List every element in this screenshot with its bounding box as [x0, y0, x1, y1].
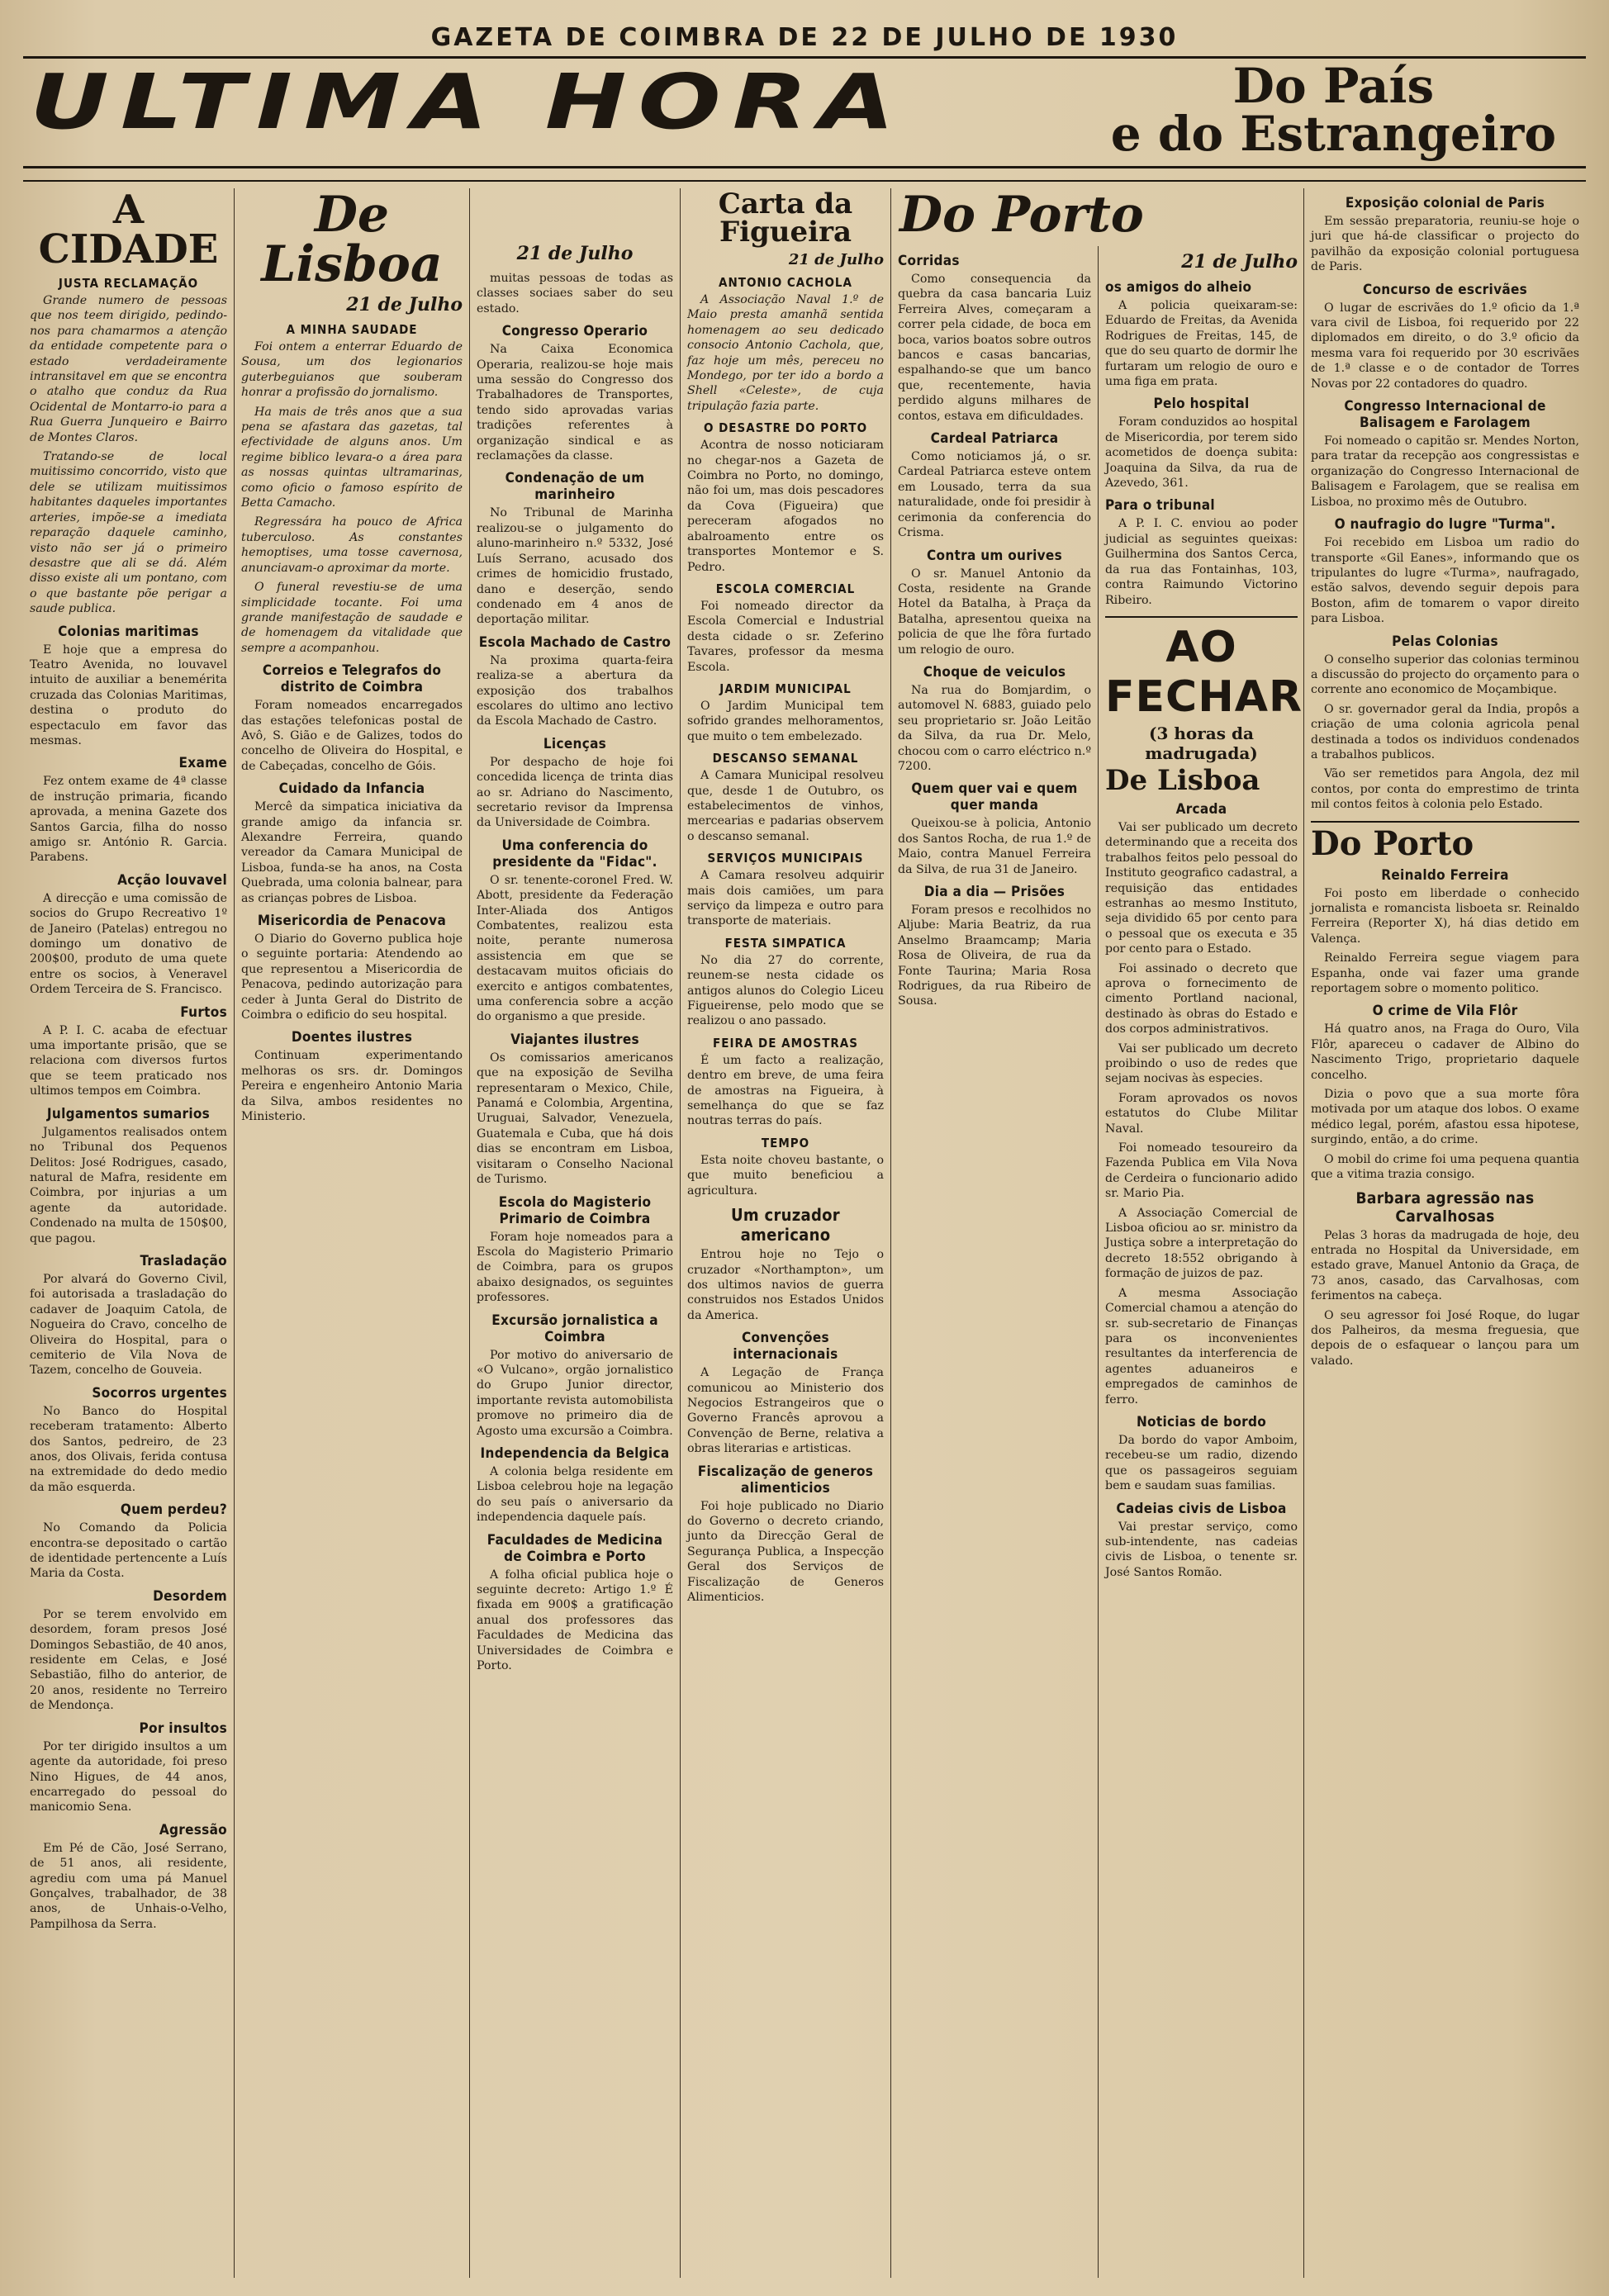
article-text: Foi recebido em Lisboa um radio do transporte «Gil Eanes», informando que os tripulantes do lugre «Turma», naufragado, estão salvos, devendo seguir depois para Boston, afim de tomarem o vapor direito para Lisboa. — [1311, 536, 1579, 626]
section-divider — [1311, 821, 1579, 823]
article-text: Por se terem envolvido em desordem, foram presos José Domingos Sebastião, de 40 anos, residente em Celas, e José Sebastião, filho do anterior, de 20 anos, residente no Terreiro de Mendonça. — [30, 1607, 227, 1713]
column-exposicao-colonial — [1303, 188, 1586, 2278]
article-text: Ha mais de três anos que a sua pena se afastara das gazetas, tal efectividade de alguns anos. Um regime biblico levara-o a área para as nossas quintas ultramarinas, como oficio o famoso espírito de Betta Camacho. — [241, 405, 463, 510]
section-title-a-cidade: A CIDADE — [38, 188, 219, 273]
article-text: Grande numero de pessoas que nos teem dirigido, pedindo-nos para chamarmos a atenção da entidade competente para o estado verdadeiramente intransitavel em que se encontra o atalho que conduz da Rua Ocidental de Montarro-io para a Rua Guerra Junqueiro e Bairro de Montes Claros. — [30, 294, 227, 444]
headline: Arcada — [1175, 800, 1227, 818]
article-text: A Legação de França comunicou ao Ministerio dos Negocios Estrangeiros que o Governo Francês aprovou a Convenção de Berne, relativa a obras literarias e artisticas. — [687, 1366, 884, 1456]
article-text: Continuam experimentando melhoras os srs. dr. Domingos Pereira e engenheiro Antonio Maria da Silva, ambos residentes no Ministerio. — [241, 1049, 463, 1124]
headline: SERVIÇOS MUNICIPAIS — [707, 851, 864, 866]
article-text: Foi posto em liberdade o conhecido jornalista e romancista lisboeta sr. Reinaldo Ferreira (Reporter X), há dias detido em Valença. — [1311, 886, 1579, 946]
article-text: Mercê da simpatica iniciativa da grande amigo da infancia sr. Alexandre Ferreira, quando vereador da Camara Municipal de Lisboa, funda-se ha anos, na Costa Quebrada, uma colonia balnear, para as crianças pobres de Lisboa. — [241, 800, 463, 905]
article-text: Vai ser publicado um decreto proibindo o uso de redes que sejam nocivas às especies. — [1105, 1041, 1298, 1086]
article-text: Por despacho de hoje foi concedida licença de trinta dias ao sr. Adriano do Nascimento, secretario revisor da Imprensa da Universidade de Coimbra. — [477, 755, 673, 830]
article-text: Dizia o povo que a sua morte fôra motivada por um ataque dos lobos. O exame médico legal, porém, afastou essa hipotese, surgindo, então, a do crime. — [1311, 1088, 1579, 1147]
masthead-title: ULTIMA HORA — [30, 57, 906, 146]
headline: Exposição colonial de Paris — [1345, 195, 1545, 211]
dateline: 21 de Julho — [1181, 251, 1298, 273]
article-text: Vão ser remetidos para Angola, dez mil contos, por conta do emprestimo de trinta mil contos feitos à colonia pelo Estado. — [1311, 767, 1579, 812]
headline: os amigos do alheio — [1105, 279, 1252, 296]
article-text: A mesma Associação Comercial chamou a atenção do sr. sub-secretario de Finanças para os inconvenientes resultantes da interferencia de agentes aduaneiros e empregados de caminhos de ferro. — [1105, 1286, 1298, 1407]
section-divider — [1105, 616, 1298, 618]
section-title-do-porto: Do Porto — [899, 188, 1144, 244]
headline: Furtos — [180, 1003, 227, 1021]
article-text: O funeral revestiu-se de uma simplicidade tocante. Foi uma grande manifestação de saudade e de homenagem da vitalidade que sempre a acompanhou. — [241, 581, 463, 655]
article-text: E hoje que a empresa do Teatro Avenida, no louvavel intuito de auxiliar a benemérita cruzada das Colonias Maritimas, destina o produto do espectaculo em favor das mesmas. — [30, 643, 227, 747]
article-text: Pelas 3 horas da madrugada de hoje, deu entrada no Hospital da Universidade, em estado grave, Manuel Antonio da Graça, de 73 anos, casado, das Carvalhosas, com ferimentos na cabeça. — [1311, 1228, 1579, 1303]
article-text: O mobil do crime foi uma pequena quantia que a vitima trazia consigo. — [1311, 1152, 1579, 1182]
headline: Choque de veiculos — [923, 663, 1066, 681]
headline: A MINHA SAUDADE — [286, 322, 418, 337]
article-text: Foram presos e recolhidos no Aljube: Maria Beatriz, da rua Anselmo Braamcamp; Maria Rosa de Oliveira, de rua da Fonte Taurina; Maria Rosa Rodrigues, da rua Ribeiro de Sousa. — [898, 904, 1091, 1008]
headline: FESTA SIMPATICA — [724, 935, 847, 951]
masthead-dateline: GAZETA DE COIMBRA DE 22 DE JULHO DE 1930 — [430, 23, 1179, 52]
headline: Desordem — [153, 1587, 227, 1605]
headline: Dia a dia — Prisões — [923, 884, 1066, 900]
headline: Trasladação — [140, 1252, 227, 1269]
headline: Agressão — [159, 1821, 227, 1838]
article-text: Por ter dirigido insultos a um agente da autoridade, foi preso Nino Higues, de 44 anos, encarregado do pessoal do manicomio Sena. — [30, 1739, 227, 1815]
headline: Contra um ourives — [926, 547, 1062, 564]
section-title-de-lisboa: De Lisboa — [261, 188, 443, 293]
headline: Exame — [178, 755, 227, 772]
headline: Quem quer vai e quem quer manda — [911, 780, 1078, 814]
article-text: Foi nomeado director da Escola Comercial e Industrial desta cidade o sr. Zeferino Tavares, professor da mesma Escola. — [687, 599, 884, 674]
article-text: O Diario do Governo publica hoje o seguinte portaria: Atendendo ao que representou a Misericordia de Penacova, pedindo autorização para ceder à Junta Geral do Distrito de Coimbra o edificio do seu hospital. — [241, 932, 463, 1022]
article-text: Foi ontem a enterrar Eduardo de Sousa, um dos legionarios guterbeguianos que souberam honrar a profissão do jornalismo. — [241, 340, 463, 400]
article-text: Vai ser publicado um decreto determinando que a receita dos trabalhos feitos pelo pessoal do Instituto geografico cadastral, a requisição das entidades estranhas ao mesmo Instituto, seja dividido 65 por cento para o pessoal que os executa e 35 por cento para o Estado. — [1105, 820, 1298, 956]
headline: Um cruzador americano — [730, 1205, 840, 1245]
article-text: Reinaldo Ferreira segue viagem para Espanha, onde vai fazer uma grande reportagem sobre o momento politico. — [1311, 951, 1579, 996]
headline: ESCOLA COMERCIAL — [715, 581, 856, 596]
article-text: Na proxima quarta-feira realiza-se a abertura da exposição dos trabalhos escolares do ultimo ano lectivo da Escola Machado de Castro. — [477, 653, 673, 728]
porto-subcolumn-left — [891, 246, 1098, 2278]
headline: Viajantes ilustres — [510, 1031, 639, 1048]
article-text: A P. I. C. acaba de efectuar uma importante prisão, que se relaciona com diversos furtos que se teem praticado nos ultimos tempos em Coimbra. — [30, 1023, 227, 1098]
headline: Cardeal Patriarca — [930, 430, 1059, 448]
article-text: Por alvará do Governo Civil, foi autorisada a trasladação do cadaver de Joaquim Catola, de Nogueira do Cravo, concelho de Oliveira do Hospital, para o cemiterio de Vila Nova de Tazem, concelho de Gouveia. — [30, 1272, 227, 1378]
article-text: Queixou-se à policia, Antonio dos Santos Rocha, de rua 1.º de Maio, contra Manuel Ferreira da Silva, de rua 31 de Janeiro. — [898, 817, 1091, 876]
article-text: O Jardim Municipal tem sofrido grandes melhoramentos, que muito o tem embelezado. — [687, 699, 884, 743]
masthead-rule — [23, 168, 1586, 182]
headline: Socorros urgentes — [92, 1384, 227, 1402]
article-text: Julgamentos realisados ontem no Tribunal dos Pequenos Delitos: José Rodrigues, casado, natural de Mafra, residente em Coimbra, por injurias a um agente da autoridade. Condenado na multa de 150$00, que pagou. — [30, 1125, 227, 1245]
column-lisboa-continued — [469, 188, 680, 2278]
column-a-cidade — [23, 188, 234, 2278]
headline: Cuidado da Infancia — [278, 780, 425, 798]
porto-subcolumn-right — [1098, 246, 1303, 2278]
section-title-do-porto-late: Do Porto — [1311, 823, 1474, 863]
article-text: Na Caixa Economica Operaria, realizou-se hoje mais uma sessão do Congresso dos Trabalhadores de Transportes, tendo sido aprovadas varias tradições referentes à organização sindical e as reclamações da classe. — [477, 343, 673, 463]
article-text: O lugar de escrivães do 1.º oficio da 1.ª vara civil de Lisboa, foi requerido por 22 diplomados em direito, o do 3.º oficio da mesma vara foi requerido por 30 escrivães de 1.ª classe e o de contador de Torres Novas por 22 contadores do quadro. — [1311, 301, 1579, 391]
column-de-lisboa — [234, 188, 469, 2278]
article-text: O sr. Manuel Antonio da Costa, residente na Grande Hotel da Batalha, à Praça da Batalha, apresentou queixa na policia de que lhe fôra furtado um relogio de ouro. — [898, 567, 1091, 657]
article-text: No Banco do Hospital receberam tratamento: Alberto dos Santos, pedreiro, de 23 anos, dos Olivais, ferida contusa na extremidade do dedo medio da mão esquerda. — [30, 1404, 227, 1494]
article-text: O seu agressor foi José Roque, do lugar dos Palheiros, da mesma freguesia, que depois de o esfaquear o lançou para um valado. — [1311, 1308, 1579, 1368]
columns — [23, 188, 1586, 2278]
headline: Excursão jornalistica a Coimbra — [491, 1312, 658, 1345]
article-text: Foram nomeados encarregados das estações telefonicas postal de Avô, S. Gião e de Galizes, todos do concelho de Oliveira do Hospital, e de Cabeçadas, concelho de Góis. — [241, 699, 463, 773]
section-title-carta-da-figueira: Carta da Figueira — [718, 188, 853, 249]
headline: Uma conferencia do presidente da "Fidac". — [492, 837, 657, 870]
article-text: O sr. tenente-coronel Fred. W. Abott, presidente da Federação Inter-Aliada dos Antigos Combatentes, realizou esta noite, perante numerosa assistencia em que se destacavam muitos oficiais do exercito e antigos combatentes, uma conferencia sobre a acção do organismo a que preside. — [477, 873, 673, 1024]
headline: Noticias de bordo — [1136, 1413, 1267, 1430]
headline: Congresso Operario — [501, 323, 648, 340]
article-text: A policia queixaram-se: Eduardo de Freitas, da Avenida Rodrigues de Freitas, 145, de que do seu quarto de dormir lhe furtaram um relogio de ouro e uma figa em prata. — [1105, 299, 1298, 389]
headline: O crime de Vila Flôr — [1372, 1003, 1518, 1020]
dateline: 21 de Julho — [516, 243, 634, 264]
article-text: Em sessão preparatoria, reuniu-se hoje o juri que há-de classificar o projecto do pavilhão da exposição colonial portuguesa de Paris. — [1311, 215, 1579, 274]
article-text: No Tribunal de Marinha realizou-se o julgamento do aluno-marinheiro n.º 5332, José Luís Serrano, acusado dos crimes de homicidio frustado, dano e deserção, sendo condenado em 4 anos de deportação militar. — [477, 506, 673, 627]
article-text: Regressára ha pouco de Africa tuberculoso. As constantes hemoptises, uma tosse cavernosa, anunciavam-o aproximar da morte. — [241, 515, 463, 575]
article-text: Os comissarios americanos que na exposição de Sevilha representaram o Mexico, Chile, Panamá e Colombia, Argentina, Uruguai, Salvador, Venezuela, Guatemala e Cuba, que há dois dias se encontram em Lisboa, visitaram o Conselho Nacional de Turismo. — [477, 1051, 673, 1187]
article-text: A Associação Comercial de Lisboa oficiou ao sr. ministro da Justiça sobre a interpretação do decreto 18:552 obrigando à formação de juizos de paz. — [1105, 1206, 1298, 1281]
dateline: 21 de Julho — [788, 251, 884, 268]
column-carta-da-figueira — [680, 188, 890, 2278]
headline: Pelo hospital — [1153, 396, 1250, 413]
headline: Escola Machado de Castro — [478, 633, 672, 651]
article-text: Foram hoje nomeados para a Escola do Magisterio Primario de Coimbra, para os grupos abaixo designados, os seguintes professores. — [477, 1230, 673, 1305]
headline: Escola do Magisterio Primario de Coimbra — [498, 1193, 652, 1227]
headline: Misericordia de Penacova — [257, 913, 447, 929]
article-text: A colonia belga residente em Lisboa celebrou hoje na legação do seu país o aniversario da independencia daquele país. — [477, 1464, 673, 1525]
headline: TEMPO — [761, 1135, 810, 1150]
headline: Pelas Colonias — [1392, 633, 1498, 650]
headline: Faculdades de Medicina de Coimbra e Porto — [486, 1531, 663, 1565]
headline: Congresso Internacional de Balisagem e Farolagem — [1344, 398, 1546, 432]
article-text: Acontra de nosso noticiaram no chegar-nos a Gazeta de Coimbra no Porto, no domingo, não foi um, mas dois pescadores da Cova (Figueira) que pereceram afogados no abalroamento entre os transportes Montemor e S. Pedro. — [687, 439, 884, 574]
headline: Acção louvavel — [117, 871, 227, 889]
article-text: Foram conduzidos ao hospital de Misericordia, por terem sido acometidos de doença subita: Joaquina da Silva, da rua de Azevedo, 361. — [1105, 415, 1298, 491]
headline: Correios e Telegrafos do distrito de Coimbra — [262, 662, 442, 696]
section-title-ao-fechar: AO FECHAR — [1105, 622, 1303, 722]
headline: Doentes ilustres — [291, 1029, 413, 1046]
article-text: A direcção e uma comissão de socios do Grupo Recreativo 1º de Janeiro (Patelas) entregou no domingo um donativo de 200$00, produto de uma quete entre os socios, à Veneravel Ordem Terceira de S. Francisco. — [30, 891, 227, 997]
article-text: Foi nomeado tesoureiro da Fazenda Publica em Vila Nova de Cerdeira o funcionario adido sr. Mario Pia. — [1105, 1141, 1298, 1201]
article-text: Foram aprovados os novos estatutos do Clube Militar Naval. — [1105, 1091, 1298, 1136]
article-text: Como consequencia da quebra da casa bancaria Luiz Ferreira Alves, começaram a correr pela cidade, de boca em boca, varios boatos sobre outros bancos e casas bancarias, espalhando-se que um banco que, recentemente, havia perdido alguns milhares de contos, estava em dificuldades. — [898, 273, 1091, 423]
headline: FEIRA DE AMOSTRAS — [713, 1035, 858, 1051]
headline: Barbara agressão nas Carvalhosas — [1355, 1188, 1535, 1226]
headline: Independencia da Belgica — [480, 1444, 670, 1462]
headline: Colonias maritimas — [58, 623, 199, 640]
headline: Corridas — [898, 253, 960, 269]
masthead-subtitle-line-2: e do Estrangeiro — [1110, 106, 1556, 162]
article-text: Da bordo do vapor Amboim, recebeu-se um radio, dizendo que os passageiros seguiam bem e saudam suas familias. — [1105, 1433, 1298, 1493]
article-text: Tratando-se de local muitissimo concorrido, visto que dele se utilizam muitissimos habitantes daqueles importantes arteries, impõe-se a imediata reparação daquele caminho, visto não ser já o primeiro desastre que ali se dá. Além disso existe ali um pontano, com o que bastante põe perigar a saude publica. — [30, 450, 227, 616]
article-text: A P. I. C. enviou ao poder judicial as seguintes queixas: Guilhermina dos Santos Cerca, da rua das Fontainhas, 103, contra Raimundo Victorino Ribeiro. — [1105, 517, 1298, 607]
column-do-porto — [890, 188, 1303, 2278]
article-text: O conselho superior das colonias terminou a discussão do projecto do orçamento para o corrente ano economico de Moçambique. — [1311, 652, 1579, 697]
article-text: Fez ontem exame de 4ª classe de instrução primaria, ficando aprovada, a menina Gazete dos Santos Garcia, filha do nosso amigo sr. António R. Garcia. Parabens. — [30, 775, 227, 865]
article-text: Há quatro anos, na Fraga do Ouro, Vila Flôr, apareceu o cadaver de Albino do Nascimento Trigo, proprietario daquele concelho. — [1311, 1022, 1579, 1082]
masthead-subtitle-line-1: Do País — [1232, 58, 1435, 114]
article-text: No Comando da Policia encontra-se depositado o cartão de identidade pertencente a Luís Maria da Costa. — [30, 1521, 227, 1581]
headline: DESCANSO SEMANAL — [712, 751, 859, 766]
article-text: Por motivo do aniversario de «O Vulcano», orgão jornalistico do Grupo Junior director, importante revista automobilista promove no primeiro dia de Agosto uma excursão a Coimbra. — [477, 1348, 673, 1438]
headline: Julgamentos sumarios — [46, 1105, 211, 1122]
headline: Concurso de escrivães — [1362, 281, 1528, 298]
article-text: Como noticiamos já, o sr. Cardeal Patriarca esteve ontem em Lousado, terra da sua naturalidade, onde foi presidir à cerimonia da conferencia do Crisma. — [898, 450, 1091, 540]
dateline: 21 de Julho — [346, 294, 463, 315]
article-text: Foi assinado o decreto que aprova o fornecimento de cimento Portland nacional, destinado às obras do Estado e dos corpos administrativos. — [1105, 961, 1298, 1037]
article-text: No dia 27 do corrente, reunem-se nesta cidade os antigos alunos do Colegio Liceu Figueirense, pelo modo que se realizou o ano passado. — [687, 953, 884, 1028]
article-text: Foi hoje publicado no Diario do Governo o decreto criando, junto da Direcção Geral de Segurança Publica, a Inspecção Geral dos Serviços de Fiscalização de Generos Alimenticios. — [687, 1499, 884, 1604]
article-text: É um facto a realização, dentro em breve, de uma feira de amostras na Figueira, à semelhança do que se faz noutras terras do país. — [687, 1053, 884, 1128]
article-text: A Camara Municipal resolveu que, desde 1 de Outubro, os estabelecimentos de vinhos, mercearias e padarias observem o descanso semanal. — [687, 769, 884, 843]
headline: Por insultos — [139, 1720, 227, 1737]
article-text: Esta noite choveu bastante, o que muito beneficiou a agricultura. — [687, 1153, 884, 1198]
headline: ANTONIO CACHOLA — [719, 275, 852, 290]
article-text: Em Pé de Cão, José Serrano, de 51 anos, ali residente, agrediu com uma pá Manuel Gonçalves, trabalhador, de 38 anos, de Unhais-o-Velho, Pampilhosa da Serra. — [30, 1841, 227, 1931]
headline: O naufragio do lugre "Turma". — [1334, 516, 1556, 534]
article-text: Entrou hoje no Tejo o cruzador «Northampton», um dos ultimos navios de guerra construidos nos Estados Unidos da America. — [687, 1248, 884, 1322]
headline: Licenças — [543, 735, 607, 752]
headline: Cadeias civis de Lisboa — [1116, 1500, 1287, 1517]
headline: Quem perdeu? — [120, 1501, 227, 1519]
section-title-de-lisboa-late: De Lisboa — [1105, 763, 1260, 797]
headline: O DESASTRE DO PORTO — [703, 420, 868, 436]
headline: Reinaldo Ferreira — [1381, 866, 1509, 884]
article-text: muitas pessoas de todas as classes sociaes saber do seu estado. — [477, 272, 673, 315]
headline: Para o tribunal — [1105, 497, 1215, 515]
headline: Convenções internacionais — [733, 1330, 838, 1364]
headline: JARDIM MUNICIPAL — [719, 681, 852, 696]
article-text: A folha oficial publica hoje o seguinte decreto: Artigo 1.º É fixada em 900$ a gratificação anual dos professores das Faculdades de Medicina das Universidades de Coimbra e Porto. — [477, 1568, 673, 1673]
article-text: A Camara resolveu adquirir mais dois camiões, um para serviço da limpeza e outro para transporte de materiais. — [687, 869, 884, 928]
article-text: Na rua do Bomjardim, o automovel N. 6883, guiado pelo seu proprietario sr. João Leitão da Silva, da rua Dr. Melo, chocou com o carro eléctrico n.º 7200. — [898, 683, 1091, 773]
masthead-subtitle — [1110, 58, 1556, 162]
article-text: A Associação Naval 1.º de Maio presta amanhã sentida homenagem ao seu dedicado consocio Antonio Cachola, que, faz hoje um mês, pereceu no Mondego, por ter ido a bordo a Shell «Celeste», de cuja tripulação fazia parte. — [687, 293, 884, 413]
headline: JUSTA RECLAMAÇÃO — [58, 276, 199, 291]
article-text: O sr. governador geral da India, propôs a criação de uma colonia agricola penal destinada a todos os individuos condenados a trabalhos publicos. — [1311, 702, 1579, 761]
headline: Condenação de um marinheiro — [505, 470, 645, 504]
article-text: Foi nomeado o capitão sr. Mendes Norton, para tratar da recepção aos congressistas e organização do Congresso Internacional de Balisagem e Farolagem, que se realisa em Lisboa, no proximo mês de Outubro. — [1311, 434, 1579, 509]
headline: Fiscalização de generos alimenticios — [697, 1463, 874, 1497]
masthead — [23, 56, 1586, 168]
section-subtitle: (3 horas da madrugada) — [1145, 723, 1258, 763]
article-text: Vai prestar serviço, como sub-intendente, nas cadeias civis de Lisboa, o tenente sr. José Santos Romão. — [1105, 1520, 1298, 1579]
